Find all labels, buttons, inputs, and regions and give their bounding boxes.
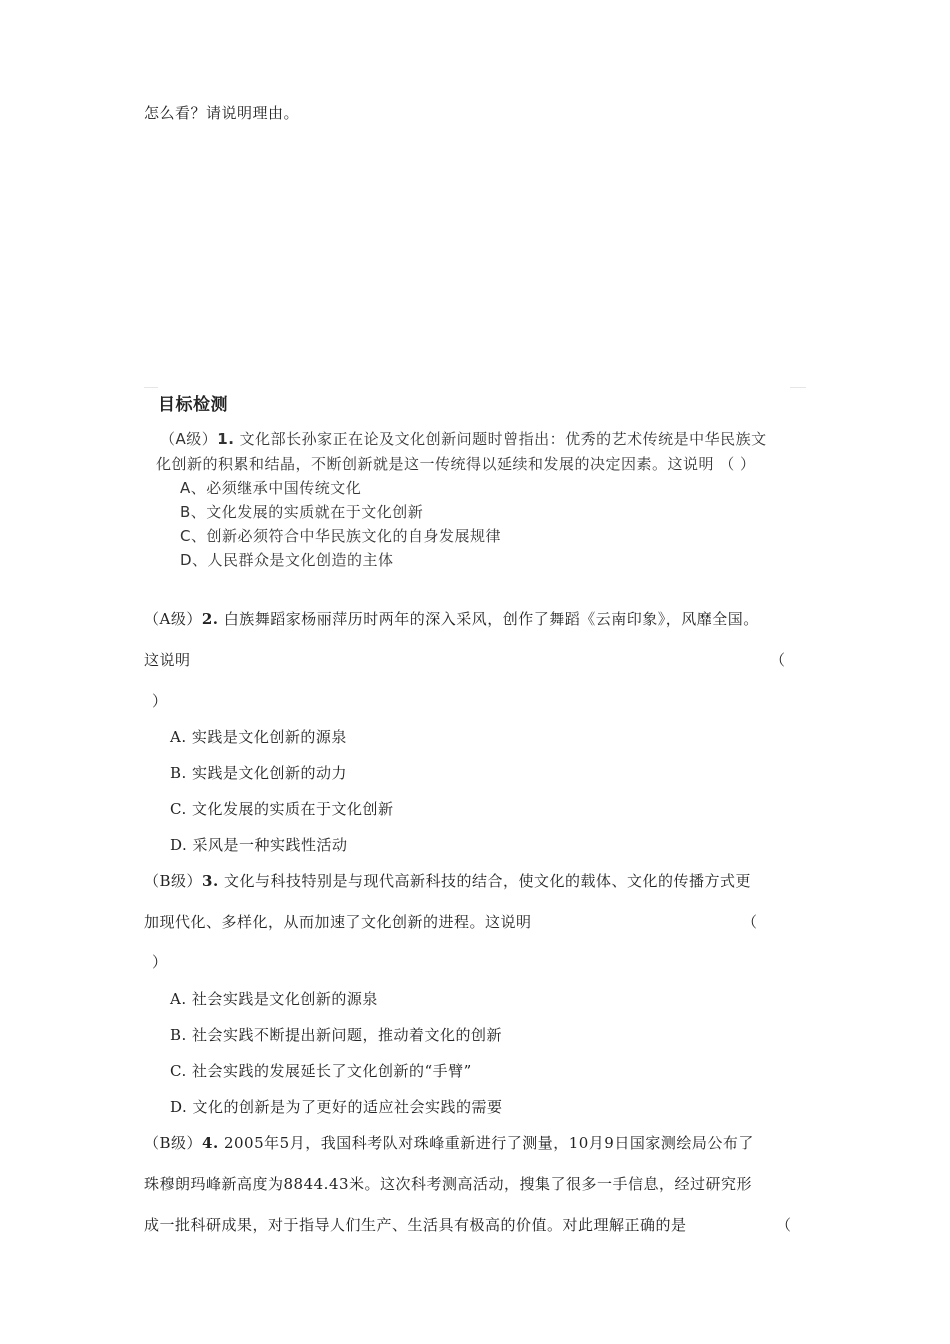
question-3-open-paren: （ <box>742 913 758 931</box>
question-2-level: （A级） <box>144 610 202 628</box>
question-2-line-1 <box>144 608 759 629</box>
question-4-line-3: 成一批科研成果，对于指导人们生产、生活具有极高的价值。对此理解正确的是 <box>144 1216 687 1234</box>
question-2-option-a: A. 实践是文化创新的源泉 <box>170 728 347 746</box>
question-3-level: （B级） <box>144 872 203 890</box>
question-2-option-d: D. 采风是一种实践性活动 <box>170 836 348 854</box>
question-1-option-b: B、文化发展的实质就在于文化创新 <box>180 503 424 521</box>
question-1-option-d: D、人民群众是文化创造的主体 <box>180 551 394 569</box>
question-1-level: （A级） <box>160 430 218 448</box>
section-rule-left <box>144 387 158 388</box>
question-1-line-1 <box>160 428 767 449</box>
question-4-open-paren: （ <box>776 1216 792 1234</box>
question-3-close-paren: ） <box>152 953 168 971</box>
question-3-number: 3. <box>202 872 219 890</box>
question-3-option-b: B. 社会实践不断提出新问题，推动着文化的创新 <box>170 1026 503 1044</box>
question-4-line-1 <box>144 1132 754 1153</box>
question-1-line-2: 化创新的积累和结晶，不断创新就是这一传统得以延续和发展的决定因素。这说明 （ ） <box>156 455 756 473</box>
question-2-close-paren: ） <box>152 692 168 710</box>
question-4-level: （B级） <box>144 1134 203 1152</box>
question-1-option-a: A、必须继承中国传统文化 <box>180 479 362 497</box>
question-1-number: 1. <box>217 430 235 448</box>
question-2-number: 2. <box>201 610 219 628</box>
question-2-open-paren: （ <box>770 651 786 669</box>
question-3-option-d: D. 文化的创新是为了更好的适应社会实践的需要 <box>170 1098 503 1116</box>
question-2-option-b: B. 实践是文化创新的动力 <box>170 764 348 782</box>
intro-line: 怎么看？请说明理由。 <box>144 104 300 122</box>
question-4-text-1: 2005年5月，我国科考队对珠峰重新进行了测量，10月9日国家测绘局公布了 <box>218 1134 754 1152</box>
question-2-line-2: 这说明 <box>144 651 191 669</box>
question-4-number: 4. <box>202 1134 219 1152</box>
question-3-option-c: C. 社会实践的发展延长了文化创新的“手臂” <box>170 1062 472 1080</box>
question-2-option-c: C. 文化发展的实质在于文化创新 <box>170 800 394 818</box>
question-4-line-2: 珠穆朗玛峰新高度为8844.43米。这次科考测高活动，搜集了很多一手信息，经过研究形 <box>144 1175 753 1193</box>
section-rule-right <box>790 387 806 388</box>
question-3-line-2: 加现代化、多样化，从而加速了文化创新的进程。这说明 <box>144 913 532 931</box>
question-3-line-1 <box>144 870 751 891</box>
question-3-text-1: 文化与科技特别是与现代高新科技的结合，使文化的载体、文化的传播方式更 <box>218 872 751 890</box>
question-2-text-1: 白族舞蹈家杨丽萍历时两年的深入采风，创作了舞蹈《云南印象》，风靡全国。 <box>218 610 759 628</box>
section-title: 目标检测 <box>158 395 228 415</box>
question-1-option-c: C、创新必须符合中华民族文化的自身发展规律 <box>180 527 501 545</box>
question-3-option-a: A. 社会实践是文化创新的源泉 <box>170 990 378 1008</box>
question-1-text-1: 文化部长孙家正在论及文化创新问题时曾指出：优秀的艺术传统是中华民族文 <box>234 430 767 448</box>
